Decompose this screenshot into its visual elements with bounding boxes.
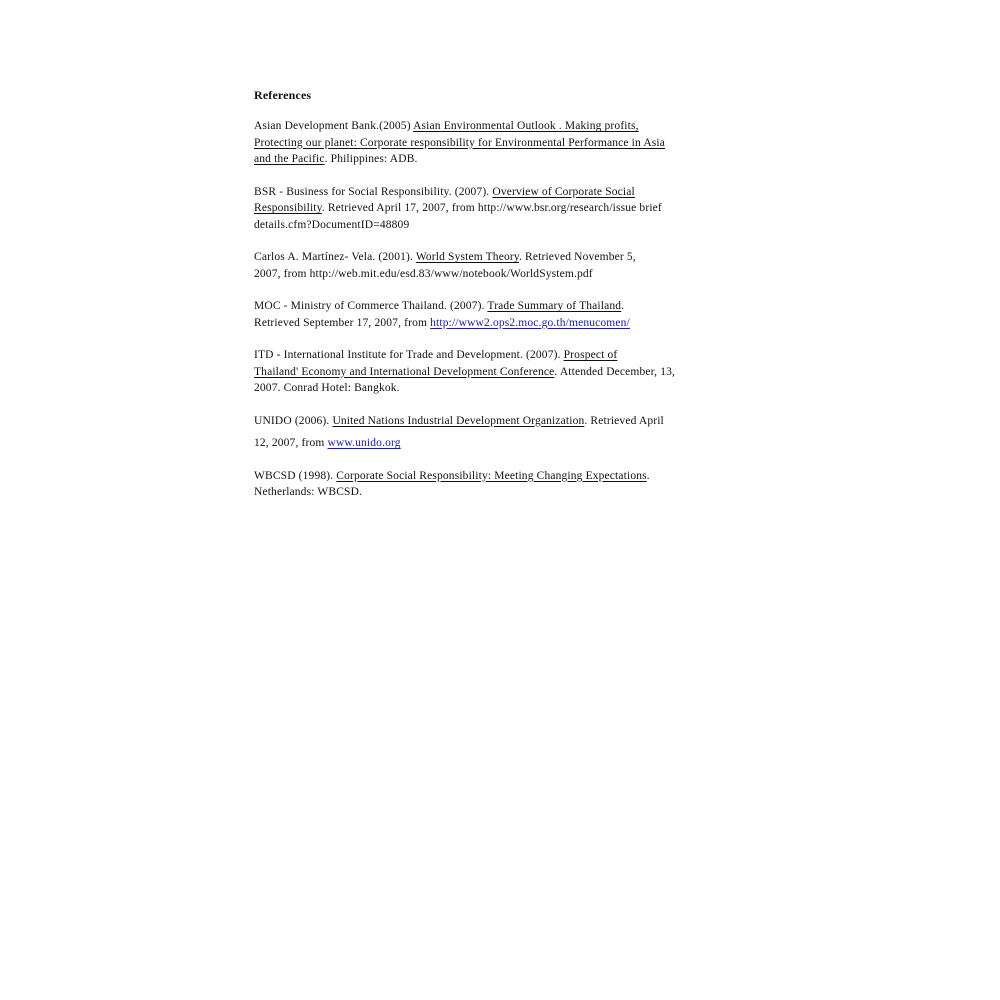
references-section bbox=[254, 86, 774, 517]
reference-publisher: . Philippines: ADB. bbox=[324, 153, 418, 165]
reference-title: and the Pacific bbox=[254, 153, 325, 165]
reference-title: Protecting our planet: Corporate responsibility for Environmental Performance in Asia bbox=[254, 136, 665, 149]
reference-title: United Nations Industrial Development Organization bbox=[332, 414, 585, 427]
reference-author-date: BSR - Business for Social Responsibility. (2007). bbox=[254, 185, 493, 198]
reference-author-date: WBCSD (1998). bbox=[254, 469, 337, 482]
reference-title: Thailand' Economy and International Development Conference bbox=[254, 365, 555, 378]
reference-author-date: Asian Development Bank.(2005) bbox=[254, 120, 414, 132]
reference-entry-adb bbox=[254, 118, 774, 168]
reference-title: Prospect of bbox=[563, 349, 618, 361]
reference-title: Trade Summary of Thailand bbox=[487, 300, 622, 312]
reference-title: Responsibility bbox=[254, 202, 322, 214]
reference-publisher: Netherlands: WBCSD. bbox=[254, 486, 363, 498]
reference-punctuation: . bbox=[621, 300, 625, 312]
reference-retrieval-url: details.cfm?DocumentID=48809 bbox=[254, 218, 410, 231]
reference-link[interactable]: http://www2.ops2.moc.go.th/menucomen/ bbox=[430, 316, 630, 329]
reference-author-date: MOC - Ministry of Commerce Thailand. (2007). bbox=[254, 300, 488, 312]
reference-title: Corporate Social Responsibility: Meeting Changing Expectations bbox=[336, 469, 647, 482]
reference-entry-martinez-vela bbox=[254, 249, 774, 282]
reference-entry-wbcsd bbox=[254, 468, 774, 501]
reference-retrieval: Retrieved September 17, 2007, from bbox=[254, 316, 431, 329]
reference-retrieval: . Retrieved November 5, bbox=[519, 251, 636, 263]
reference-second-line bbox=[254, 435, 774, 452]
reference-punctuation: . bbox=[646, 469, 650, 482]
reference-retrieval: . Retrieved April 17, 2007, from http://www.bsr.org/research/issue brief bbox=[321, 202, 662, 214]
reference-author-date: ITD - International Institute for Trade and Development. (2007). bbox=[254, 349, 564, 361]
reference-title: Overview of Corporate Social bbox=[492, 185, 635, 198]
reference-author-date: Carlos A. Martínez- Vela. (2001). bbox=[254, 251, 416, 263]
reference-title: World System Theory bbox=[415, 251, 519, 263]
reference-link[interactable]: www.unido.org bbox=[327, 437, 401, 449]
reference-entry-moc bbox=[254, 298, 774, 331]
reference-retrieval-date: 12, 2007, from bbox=[254, 437, 328, 449]
reference-author-date: UNIDO (2006). bbox=[254, 414, 333, 427]
reference-retrieval: . Attended December, 13, bbox=[554, 365, 676, 378]
reference-entry-itd bbox=[254, 347, 774, 397]
reference-entry-bsr bbox=[254, 184, 774, 234]
reference-location: 2007. Conrad Hotel: Bangkok. bbox=[254, 382, 400, 394]
reference-retrieval-url: 2007, from http://web.mit.edu/esd.83/www/notebook/WorldSystem.pdf bbox=[254, 267, 593, 280]
reference-entry-unido bbox=[254, 413, 774, 452]
reference-retrieval: . Retrieved April bbox=[584, 414, 664, 427]
references-heading: References bbox=[254, 88, 312, 102]
reference-title: Asian Environmental Outlook . Making profits, bbox=[413, 120, 639, 132]
